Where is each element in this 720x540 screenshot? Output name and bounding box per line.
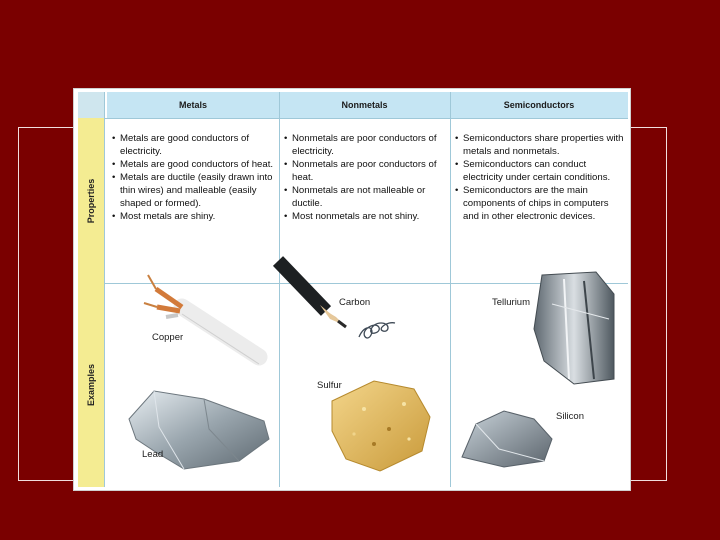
- comparison-table: [73, 88, 631, 491]
- list-item: • Nonmetals are poor conductors of heat.: [292, 158, 446, 184]
- list-item: • Semiconductors are the main components of chips in computers and in other electronic devices.: [463, 184, 625, 223]
- example-label-carbon: Carbon: [339, 297, 371, 308]
- example-label-lead: Lead: [142, 449, 164, 460]
- example-label-copper: Copper: [152, 332, 184, 343]
- example-label-sulfur: Sulfur: [317, 380, 342, 391]
- list-item: • Nonmetals are not malleable or ductile.: [292, 184, 446, 210]
- copper-wire-image: [144, 275, 259, 364]
- column-header-semiconductors: Semiconductors: [503, 100, 575, 110]
- list-item: • Semiconductors can conduct electricity under certain conditions.: [463, 158, 625, 184]
- slide-frame-left: [18, 127, 76, 481]
- list-item: • Metals are good conductors of heat.: [120, 158, 277, 171]
- list-item: • Metals are good conductors of electricity.: [120, 132, 277, 158]
- list-item: • Metals are ductile (easily drawn into thin wires) and malleable (easily shaped or formed).: [120, 171, 277, 210]
- example-label-tellurium: Tellurium: [492, 297, 531, 308]
- carbon-pencil-image: [278, 261, 395, 338]
- row-label-properties: Properties: [86, 178, 96, 223]
- column-header-metals: Metals: [178, 100, 207, 110]
- sulfur-image: [332, 381, 430, 471]
- silicon-image: [462, 411, 552, 467]
- column-header-nonmetals: Nonmetals: [341, 100, 388, 110]
- list-item: • Nonmetals are poor conductors of electricity.: [292, 132, 446, 158]
- list-item: • Semiconductors share properties with metals and nonmetals.: [463, 132, 625, 158]
- examples-illustrations: [74, 89, 632, 492]
- tellurium-image: [534, 272, 614, 384]
- list-item: • Most metals are shiny.: [120, 210, 277, 223]
- row-label-examples: Examples: [86, 363, 96, 407]
- example-label-silicon: Silicon: [556, 411, 584, 422]
- list-item: • Most nonmetals are not shiny.: [292, 210, 446, 223]
